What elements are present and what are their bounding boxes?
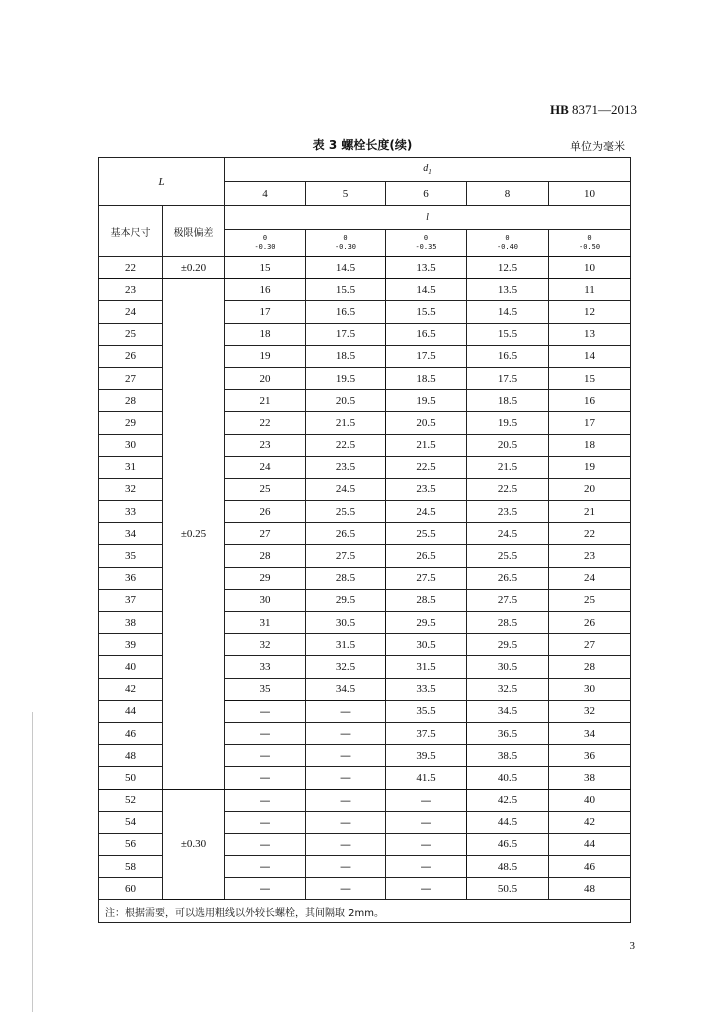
value-cell: 24 xyxy=(549,567,631,589)
value-cell: 22.5 xyxy=(386,456,467,478)
value-cell: 15.5 xyxy=(386,301,467,323)
table-note: 注：根据需要，可以选用粗线以外较长螺栓，其间隔取 2mm。 xyxy=(99,900,631,923)
value-cell: 20.5 xyxy=(386,412,467,434)
value-cell: 10 xyxy=(549,257,631,279)
value-cell: 12 xyxy=(549,301,631,323)
table-title: 表 3 螺栓长度(续) xyxy=(312,138,413,152)
value-cell: — xyxy=(225,700,306,722)
basic-size-cell: 40 xyxy=(99,656,163,678)
value-cell: 36.5 xyxy=(467,722,549,744)
value-cell: — xyxy=(306,811,386,833)
value-cell: 26 xyxy=(549,612,631,634)
value-cell: 29.5 xyxy=(467,634,549,656)
basic-size-cell: 37 xyxy=(99,589,163,611)
value-cell: 33 xyxy=(225,656,306,678)
value-cell: 27 xyxy=(225,523,306,545)
value-cell: 31 xyxy=(225,612,306,634)
value-cell: 40 xyxy=(549,789,631,811)
value-cell: 22.5 xyxy=(306,434,386,456)
value-cell: 21.5 xyxy=(386,434,467,456)
value-cell: 30.5 xyxy=(306,612,386,634)
value-cell: 25.5 xyxy=(306,501,386,523)
value-cell: — xyxy=(386,878,467,900)
l-tolerance-header: 0 -0.50 xyxy=(549,230,631,257)
basic-size-cell: 56 xyxy=(99,833,163,855)
value-cell: 14.5 xyxy=(467,301,549,323)
value-cell: — xyxy=(225,856,306,878)
table-row xyxy=(99,257,631,279)
diameter-header: 4 xyxy=(225,182,306,206)
value-cell: 30 xyxy=(225,589,306,611)
value-cell: 27.5 xyxy=(386,567,467,589)
basic-size-cell: 27 xyxy=(99,367,163,389)
value-cell: 40.5 xyxy=(467,767,549,789)
basic-size-cell: 25 xyxy=(99,323,163,345)
basic-size-cell: 58 xyxy=(99,856,163,878)
value-cell: 25.5 xyxy=(467,545,549,567)
table-row xyxy=(99,789,631,811)
value-cell: 17 xyxy=(549,412,631,434)
value-cell: 28.5 xyxy=(467,612,549,634)
value-cell: 28 xyxy=(549,656,631,678)
value-cell: 21.5 xyxy=(467,456,549,478)
value-cell: 17.5 xyxy=(386,345,467,367)
value-cell: 15 xyxy=(225,257,306,279)
value-cell: 16 xyxy=(225,279,306,301)
value-cell: 34 xyxy=(549,722,631,744)
value-cell: 36 xyxy=(549,745,631,767)
basic-size-cell: 29 xyxy=(99,412,163,434)
diameter-header: 6 xyxy=(386,182,467,206)
value-cell: 18.5 xyxy=(386,367,467,389)
basic-size-cell: 32 xyxy=(99,478,163,500)
basic-size-cell: 42 xyxy=(99,678,163,700)
value-cell: 19 xyxy=(225,345,306,367)
value-cell: 30.5 xyxy=(467,656,549,678)
scan-margin-line xyxy=(32,712,33,1012)
bolt-length-table xyxy=(98,157,631,923)
value-cell: 35.5 xyxy=(386,700,467,722)
value-cell: 14.5 xyxy=(306,257,386,279)
value-cell: 24.5 xyxy=(467,523,549,545)
basic-size-cell: 60 xyxy=(99,878,163,900)
value-cell: — xyxy=(306,767,386,789)
value-cell: 21.5 xyxy=(306,412,386,434)
value-cell: 19.5 xyxy=(386,390,467,412)
value-cell: 19 xyxy=(549,456,631,478)
value-cell: 42.5 xyxy=(467,789,549,811)
value-cell: 15.5 xyxy=(467,323,549,345)
value-cell: — xyxy=(225,767,306,789)
value-cell: 12.5 xyxy=(467,257,549,279)
basic-size-cell: 44 xyxy=(99,700,163,722)
l-tolerance-header: 0 -0.35 xyxy=(386,230,467,257)
value-cell: — xyxy=(225,878,306,900)
value-cell: 22 xyxy=(549,523,631,545)
value-cell: — xyxy=(225,745,306,767)
value-cell: 42 xyxy=(549,811,631,833)
value-cell: 17.5 xyxy=(467,367,549,389)
basic-size-cell: 31 xyxy=(99,456,163,478)
value-cell: 30.5 xyxy=(386,634,467,656)
basic-size-cell: 48 xyxy=(99,745,163,767)
value-cell: 24.5 xyxy=(386,501,467,523)
value-cell: 37.5 xyxy=(386,722,467,744)
value-cell: 11 xyxy=(549,279,631,301)
value-cell: 26 xyxy=(225,501,306,523)
value-cell: 23 xyxy=(549,545,631,567)
value-cell: 26.5 xyxy=(386,545,467,567)
value-cell: 28 xyxy=(225,545,306,567)
value-cell: 50.5 xyxy=(467,878,549,900)
value-cell: 22.5 xyxy=(467,478,549,500)
value-cell: — xyxy=(386,856,467,878)
value-cell: 21 xyxy=(549,501,631,523)
unit-note: 单位为毫米 xyxy=(570,140,625,153)
value-cell: 39.5 xyxy=(386,745,467,767)
value-cell: 32.5 xyxy=(467,678,549,700)
basic-size-cell: 52 xyxy=(99,789,163,811)
value-cell: 13 xyxy=(549,323,631,345)
value-cell: 15 xyxy=(549,367,631,389)
diameter-header: 8 xyxy=(467,182,549,206)
value-cell: 27.5 xyxy=(306,545,386,567)
value-cell: 16.5 xyxy=(306,301,386,323)
value-cell: 18 xyxy=(549,434,631,456)
value-cell: 44.5 xyxy=(467,811,549,833)
value-cell: 18.5 xyxy=(467,390,549,412)
value-cell: 46 xyxy=(549,856,631,878)
table-row xyxy=(99,279,631,301)
value-cell: — xyxy=(225,811,306,833)
value-cell: 16.5 xyxy=(386,323,467,345)
header-d1: $d_1$ xyxy=(225,158,631,182)
value-cell: 48.5 xyxy=(467,856,549,878)
value-cell: 16 xyxy=(549,390,631,412)
value-cell: 25.5 xyxy=(386,523,467,545)
value-cell: 23.5 xyxy=(386,478,467,500)
value-cell: 22 xyxy=(225,412,306,434)
value-cell: 32 xyxy=(225,634,306,656)
value-cell: 23 xyxy=(225,434,306,456)
value-cell: 17 xyxy=(225,301,306,323)
value-cell: 29.5 xyxy=(306,589,386,611)
value-cell: 15.5 xyxy=(306,279,386,301)
value-cell: 24 xyxy=(225,456,306,478)
value-cell: — xyxy=(306,722,386,744)
basic-size-cell: 34 xyxy=(99,523,163,545)
value-cell: 20.5 xyxy=(306,390,386,412)
value-cell: 18.5 xyxy=(306,345,386,367)
value-cell: 41.5 xyxy=(386,767,467,789)
value-cell: — xyxy=(306,745,386,767)
value-cell: 14 xyxy=(549,345,631,367)
basic-size-cell: 33 xyxy=(99,501,163,523)
value-cell: 34.5 xyxy=(306,678,386,700)
value-cell: 33.5 xyxy=(386,678,467,700)
value-cell: 25 xyxy=(549,589,631,611)
value-cell: 26.5 xyxy=(467,567,549,589)
value-cell: 48 xyxy=(549,878,631,900)
value-cell: 32 xyxy=(549,700,631,722)
value-cell: 26.5 xyxy=(306,523,386,545)
basic-size-cell: 30 xyxy=(99,434,163,456)
value-cell: — xyxy=(306,700,386,722)
basic-size-cell: 23 xyxy=(99,279,163,301)
basic-size-cell: 24 xyxy=(99,301,163,323)
value-cell: 24.5 xyxy=(306,478,386,500)
value-cell: 29 xyxy=(225,567,306,589)
value-cell: — xyxy=(386,833,467,855)
value-cell: 31.5 xyxy=(386,656,467,678)
value-cell: 34.5 xyxy=(467,700,549,722)
header-basic-size: 基本尺寸 xyxy=(99,206,163,257)
basic-size-cell: 36 xyxy=(99,567,163,589)
value-cell: — xyxy=(306,878,386,900)
value-cell: — xyxy=(225,833,306,855)
l-tolerance-header: 0 -0.30 xyxy=(225,230,306,257)
value-cell: 21 xyxy=(225,390,306,412)
page-number: 3 xyxy=(629,940,635,952)
value-cell: 25 xyxy=(225,478,306,500)
diameter-header: 10 xyxy=(549,182,631,206)
value-cell: — xyxy=(306,789,386,811)
basic-size-cell: 28 xyxy=(99,390,163,412)
basic-size-cell: 35 xyxy=(99,545,163,567)
value-cell: 44 xyxy=(549,833,631,855)
value-cell: 19.5 xyxy=(467,412,549,434)
value-cell: 13.5 xyxy=(386,257,467,279)
header-tolerance: 极限偏差 xyxy=(163,206,225,257)
tolerance-cell: ±0.30 xyxy=(163,789,225,900)
basic-size-cell: 38 xyxy=(99,612,163,634)
basic-size-cell: 50 xyxy=(99,767,163,789)
tolerance-cell: ±0.20 xyxy=(163,257,225,279)
value-cell: 23.5 xyxy=(467,501,549,523)
value-cell: 27 xyxy=(549,634,631,656)
value-cell: — xyxy=(225,789,306,811)
header-l: l xyxy=(225,206,631,230)
value-cell: — xyxy=(306,856,386,878)
basic-size-cell: 54 xyxy=(99,811,163,833)
basic-size-cell: 46 xyxy=(99,722,163,744)
value-cell: 27.5 xyxy=(467,589,549,611)
value-cell: 32.5 xyxy=(306,656,386,678)
basic-size-cell: 26 xyxy=(99,345,163,367)
value-cell: 28.5 xyxy=(306,567,386,589)
value-cell: 14.5 xyxy=(386,279,467,301)
basic-size-cell: 39 xyxy=(99,634,163,656)
standard-number: HB 8371—2013 xyxy=(549,102,637,117)
diameter-header: 5 xyxy=(306,182,386,206)
value-cell: 38 xyxy=(549,767,631,789)
header-L: L xyxy=(99,158,225,206)
tolerance-cell: ±0.25 xyxy=(163,279,225,789)
value-cell: — xyxy=(386,789,467,811)
value-cell: — xyxy=(386,811,467,833)
value-cell: — xyxy=(225,722,306,744)
basic-size-cell: 22 xyxy=(99,257,163,279)
value-cell: 17.5 xyxy=(306,323,386,345)
value-cell: 23.5 xyxy=(306,456,386,478)
value-cell: 31.5 xyxy=(306,634,386,656)
value-cell: 19.5 xyxy=(306,367,386,389)
value-cell: 20.5 xyxy=(467,434,549,456)
value-cell: 35 xyxy=(225,678,306,700)
value-cell: 28.5 xyxy=(386,589,467,611)
value-cell: 30 xyxy=(549,678,631,700)
l-tolerance-header: 0 -0.30 xyxy=(306,230,386,257)
value-cell: 29.5 xyxy=(386,612,467,634)
value-cell: 18 xyxy=(225,323,306,345)
value-cell: 20 xyxy=(549,478,631,500)
value-cell: 13.5 xyxy=(467,279,549,301)
value-cell: 38.5 xyxy=(467,745,549,767)
value-cell: — xyxy=(306,833,386,855)
l-tolerance-header: 0 -0.40 xyxy=(467,230,549,257)
value-cell: 20 xyxy=(225,367,306,389)
value-cell: 16.5 xyxy=(467,345,549,367)
value-cell: 46.5 xyxy=(467,833,549,855)
